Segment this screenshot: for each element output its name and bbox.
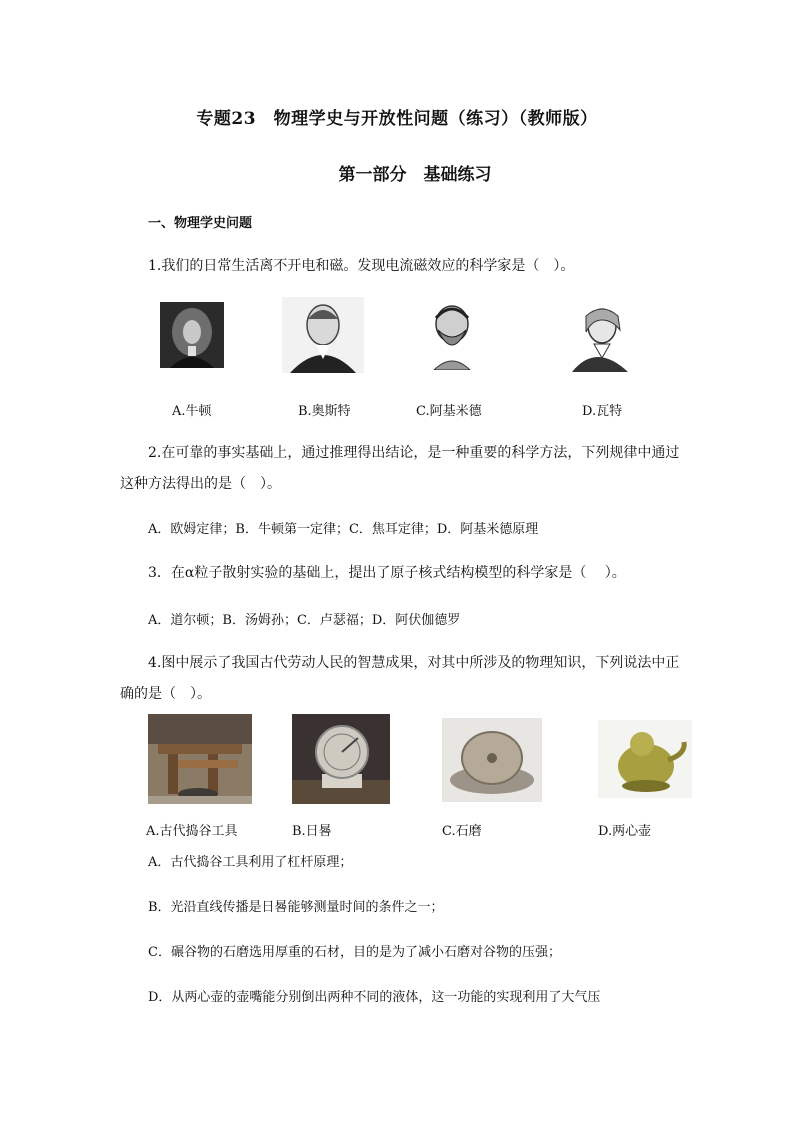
question-1-text: 1.我们的日常生活离不开电和磁。发现电流磁效应的科学家是（ ）。 [148,258,575,274]
q4-caption-b: B.日晷 [292,824,332,839]
portrait-watt [566,300,632,372]
q1-option-d: D.瓦特 [582,404,623,419]
question-4-line-2: 确的是（ ）。 [120,686,211,702]
q4-statement-c: C．碾谷物的石磨选用厚重的石材，目的是为了减小石磨对谷物的压强； [148,945,561,960]
q1-option-b: B.奥斯特 [298,404,351,419]
image-two-heart-pot [598,720,692,798]
portrait-newton [160,302,224,368]
part-subtitle: 第一部分 基础练习 [338,165,492,185]
q4-statement-a: A．古代捣谷工具利用了杠杆原理； [148,855,353,870]
portrait-archimedes [424,300,480,370]
question-3-text: 3．在α粒子散射实验的基础上，提出了原子核式结构模型的科学家是（ ）。 [148,565,626,581]
q4-caption-a: A.古代捣谷工具 [146,824,238,839]
document-title: 专题23 物理学史与开放性问题（练习）（教师版） [196,109,598,129]
question-4-line-1: 4.图中展示了我国古代劳动人民的智慧成果，对其中所涉及的物理知识，下列说法中正 [148,655,680,671]
question-2-line-1: 2.在可靠的事实基础上，通过推理得出结论，是一种重要的科学方法，下列规律中通过 [148,445,680,461]
question-3-options: A．道尔顿；B．汤姆孙；C．卢瑟福；D．阿伏伽德罗 [148,613,461,628]
q4-statement-b: B．光沿直线传播是日晷能够测量时间的条件之一； [148,900,444,915]
question-2-line-2: 这种方法得出的是（ ）。 [120,476,281,492]
portrait-oersted [282,297,364,373]
q4-caption-c: C.石磨 [442,824,482,839]
q1-option-a: A.牛顿 [172,404,212,419]
q4-caption-d: D.两心壶 [598,824,652,839]
question-2-options: A．欧姆定律；B．牛顿第一定律；C．焦耳定律；D．阿基米德原理 [148,522,539,537]
q4-statement-d: D．从两心壶的壶嘴能分别倒出两种不同的液体，这一功能的实现利用了大气压 [148,990,601,1005]
section-heading: 一、物理学史问题 [148,216,253,231]
image-sundial [292,714,390,804]
q1-option-c: C.阿基米德 [416,404,482,419]
image-stone-mill [442,718,542,802]
image-grain-pounding-tool [148,714,252,804]
